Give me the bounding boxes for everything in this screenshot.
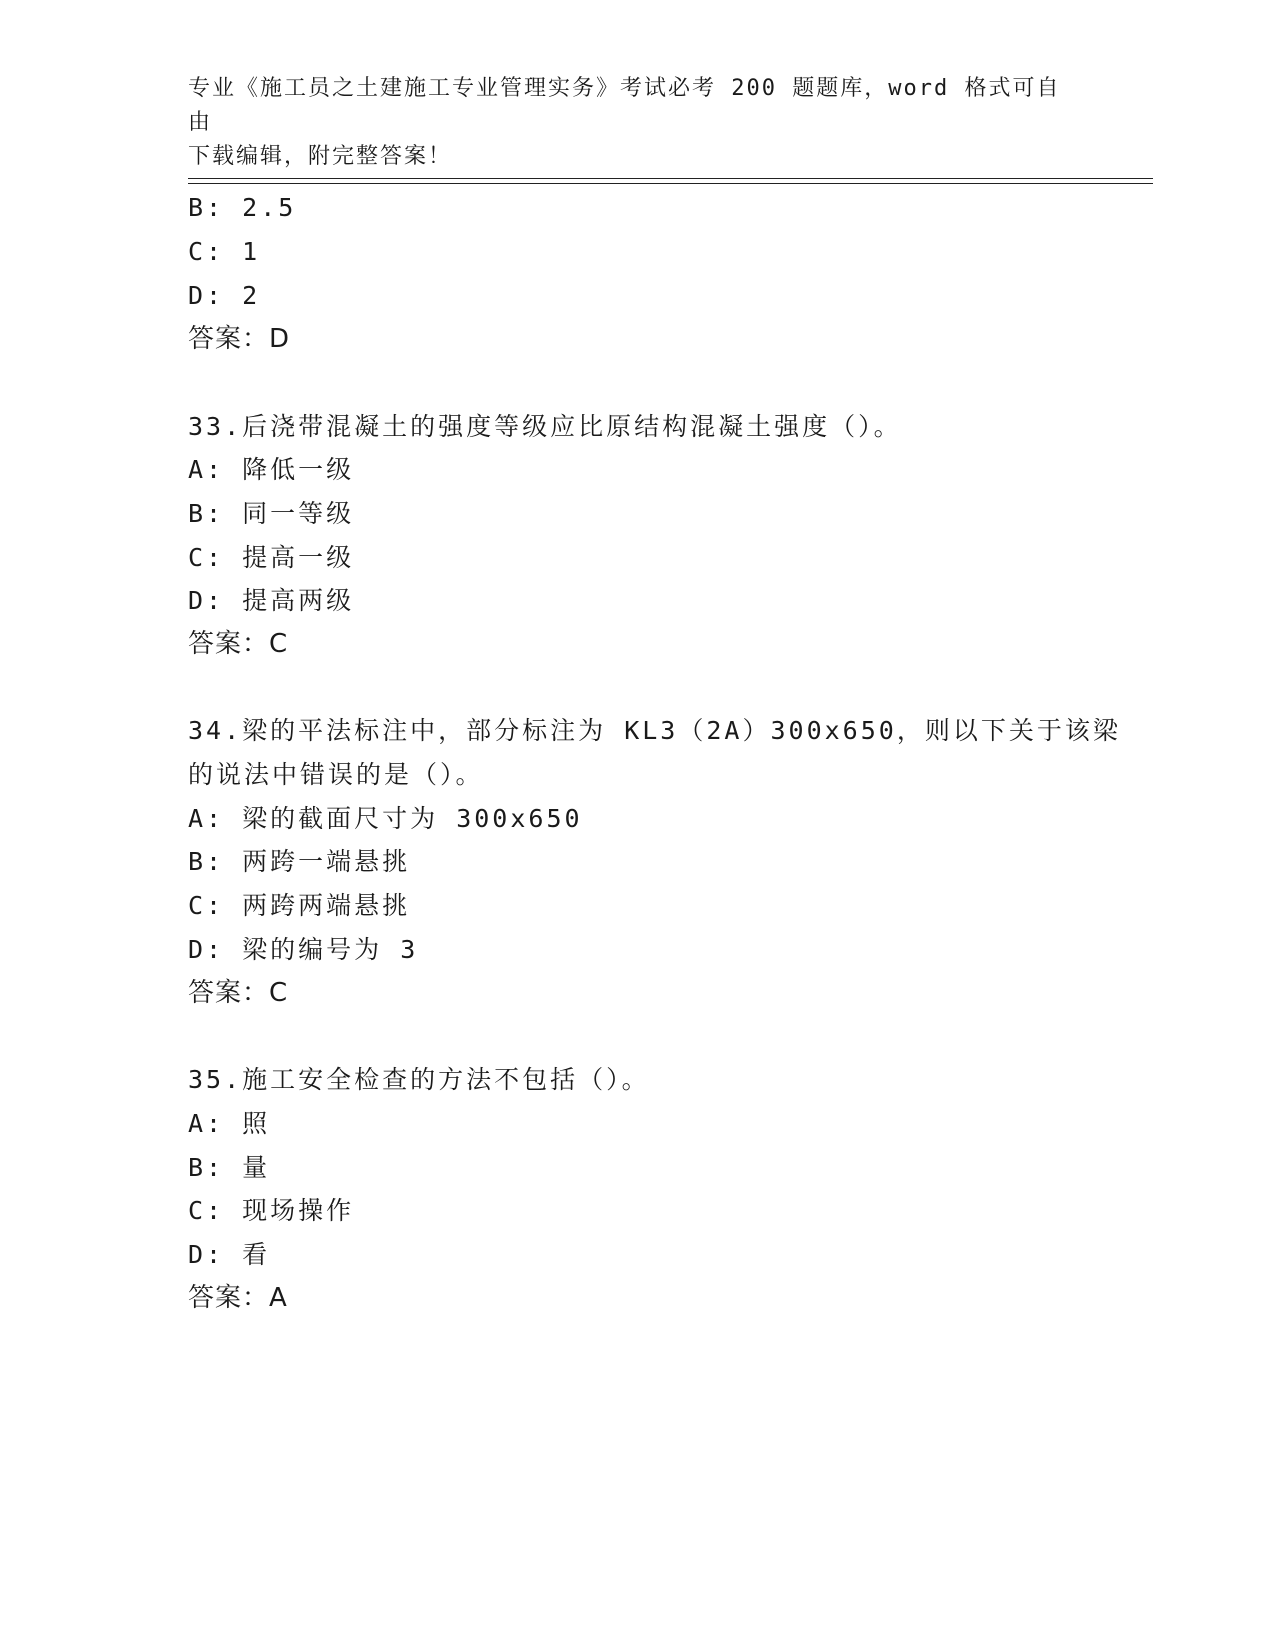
header-divider-bottom (188, 183, 1153, 184)
option-a: A: 梁的截面尺寸为 300x650 (188, 804, 583, 833)
option-a: A: 降低一级 (188, 455, 355, 484)
option-d: D: 看 (188, 1240, 271, 1269)
option-a: A: 照 (188, 1109, 271, 1138)
option-c: C: 1 (188, 237, 261, 266)
answer: 答案：D (188, 324, 291, 354)
option-d: D: 提高两级 (188, 586, 355, 615)
option-c: C: 两跨两端悬挑 (188, 891, 411, 920)
option-b: B: 两跨一端悬挑 (188, 847, 411, 876)
question-stem: 33.后浇带混凝土的强度等级应比原结构混凝土强度（）。 (188, 412, 902, 441)
option-b: B: 量 (188, 1153, 271, 1182)
option-c: C: 现场操作 (188, 1196, 355, 1225)
question-stem: 34.梁的平法标注中，部分标注为 KL3（2A）300x650，则以下关于该梁 (188, 716, 1121, 745)
option-d: D: 2 (188, 281, 261, 310)
header-line-2: 下载编辑，附完整答案！ (188, 144, 453, 169)
option-d: D: 梁的编号为 3 (188, 935, 419, 964)
answer: 答案：C (188, 978, 289, 1008)
question-stem: 35.施工安全检查的方法不包括（）。 (188, 1065, 650, 1094)
option-b: B: 2.5 (188, 193, 297, 222)
header-divider-top (188, 178, 1153, 179)
option-b: B: 同一等级 (188, 499, 355, 528)
answer: 答案：C (188, 629, 289, 659)
document-header (188, 72, 1068, 174)
option-c: C: 提高一级 (188, 543, 355, 572)
answer: 答案：A (188, 1283, 288, 1313)
header-line-1: 专业《施工员之土建施工专业管理实务》考试必考 200 题题库，word 格式可自由 (188, 76, 1061, 135)
question-stem-cont: 的说法中错误的是（）。 (188, 760, 484, 789)
